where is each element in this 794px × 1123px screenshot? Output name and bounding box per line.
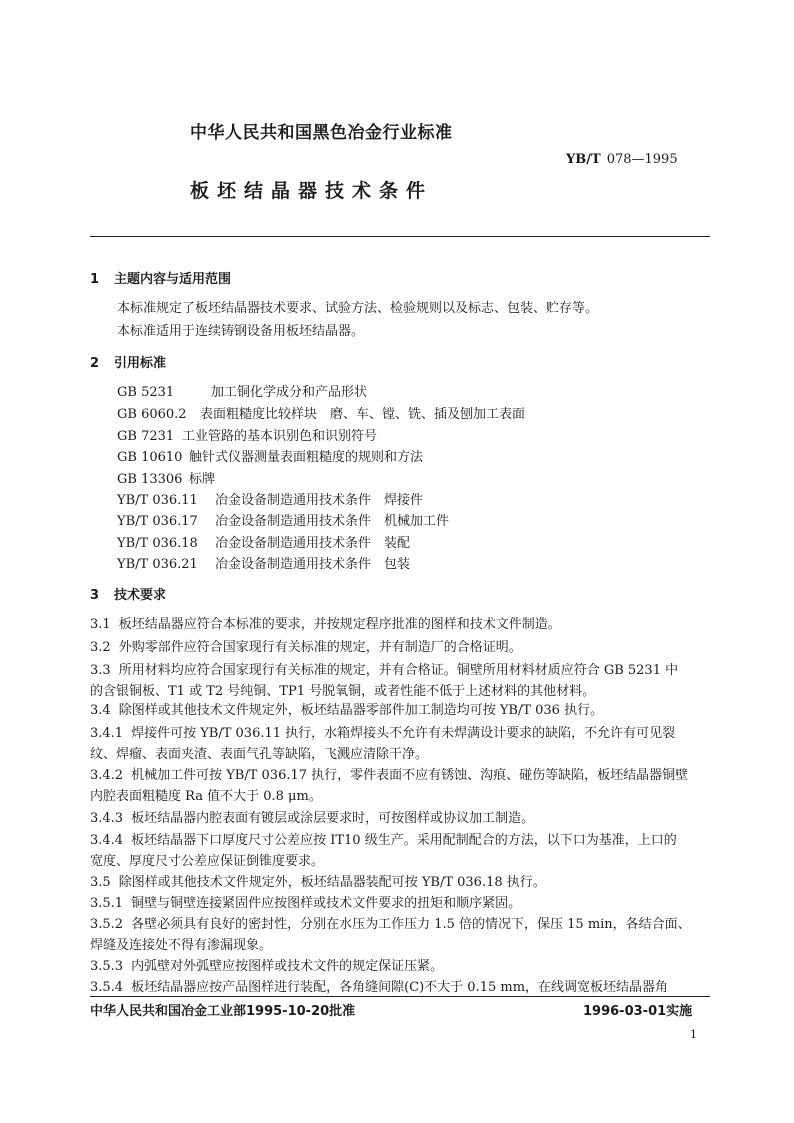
clause-3-3: 3.3 所用材料均应符合国家现行有关标准的规定，并有合格证。铜壁所用材料材质应符合 GB 5231 中 bbox=[90, 663, 679, 678]
page-number: 1 bbox=[690, 1028, 697, 1041]
reference-item: GB 5231 加工铜化学成分和产品形状 bbox=[117, 385, 368, 400]
clause-3-5-3: 3.5.3 内弧壁对外弧壁应按图样或技术文件的规定保证压紧。 bbox=[90, 959, 444, 974]
header-divider bbox=[90, 236, 710, 237]
clause-3-4-4: 3.4.4 板坯结晶器下口厚度尺寸公差应按 IT10 级生产。采用配制配合的方法，以下口为基准，上口的 bbox=[90, 833, 677, 848]
section-heading-1: 1 主题内容与适用范围 bbox=[90, 272, 232, 287]
effective-date: 1996-03-01实施 bbox=[583, 1004, 693, 1019]
section1-paragraph: 本标准适用于连续铸钢设备用板坯结晶器。 bbox=[117, 324, 365, 339]
standard-code-number: 078—1995 bbox=[606, 152, 678, 167]
clause-3-4-2: 3.4.2 机械加工件可按 YB/T 036.17 执行，零件表面不应有锈蚀、沟痕、碰伤等缺陷，板坯结晶器铜壁 bbox=[90, 768, 689, 783]
reference-item: GB 13306 标牌 bbox=[117, 472, 216, 487]
clause-3-5: 3.5 除图样或其他技术文件规定外，板坯结晶器装配可按 YB/T 036.18 执行。 bbox=[90, 875, 546, 890]
reference-item: GB 6060.2 表面粗糙度比较样块 磨、车、镗、铣、插及刨加工表面 bbox=[117, 407, 526, 422]
clause-3-1: 3.1 板坯结晶器应符合本标准的要求，并按规定程序批准的图样和技术文件制造。 bbox=[90, 617, 561, 632]
clause-3-5-4: 3.5.4 板坯结晶器应按产品图样进行装配，各角缝间隙(C)不大于 0.15 mm，在线调宽板坯结晶器角 bbox=[90, 980, 669, 995]
reference-item: GB 10610 触针式仪器测量表面粗糙度的规则和方法 bbox=[117, 450, 424, 465]
standard-code-prefix: YB/T bbox=[566, 152, 601, 167]
document-title: 板坯结晶器技术条件 bbox=[190, 180, 434, 202]
standard-code bbox=[566, 152, 678, 167]
section-heading-2: 2 引用标准 bbox=[90, 356, 167, 371]
clause-3-5-2: 3.5.2 各壁必须具有良好的密封性，分别在水压为工作压力 1.5 倍的情况下，保压 15 min，各结合面、 bbox=[90, 917, 691, 932]
clause-3-2: 3.2 外购零部件应符合国家现行有关标准的规定，并有制造厂的合格证明。 bbox=[90, 640, 522, 655]
clause-3-4: 3.4 除图样或其他技术文件规定外，板坯结晶器零部件加工制造均可按 YB/T 036 执行。 bbox=[90, 703, 604, 718]
clause-3-4-1: 3.4.1 焊接件可按 YB/T 036.11 执行，水箱焊接头不允许有未焊满设计要求的缺陷，不允许有可见裂 bbox=[90, 726, 676, 741]
clause-3-5-2-continuation: 焊缝及连接处不得有渗漏现象。 bbox=[90, 938, 273, 953]
section-heading-3: 3 技术要求 bbox=[90, 588, 167, 603]
clause-3-4-4-continuation: 宽度、厚度尺寸公差应保证倒锥度要求。 bbox=[90, 854, 325, 869]
approval-line: 中华人民共和国冶金工业部1995-10-20批准 bbox=[90, 1004, 356, 1019]
issuing-organization: 中华人民共和国黑色冶金行业标准 bbox=[190, 123, 453, 143]
reference-item: YB/T 036.17 冶金设备制造通用技术条件 机械加工件 bbox=[117, 514, 450, 529]
reference-item: YB/T 036.21 冶金设备制造通用技术条件 包装 bbox=[117, 557, 411, 572]
reference-item: GB 7231 工业管路的基本识别色和识别符号 bbox=[117, 429, 378, 444]
clause-3-5-1: 3.5.1 铜壁与铜壁连接紧固件应按图样或技术文件要求的扭矩和顺序紧固。 bbox=[90, 896, 522, 911]
clause-3-4-1-continuation: 纹、焊瘤、表面夹渣、表面气孔等缺陷，飞溅应清除干净。 bbox=[90, 747, 429, 762]
reference-item: YB/T 036.11 冶金设备制造通用技术条件 焊接件 bbox=[117, 493, 424, 508]
footer-divider bbox=[90, 996, 710, 997]
clause-3-4-2-continuation: 内腔表面粗糙度 Ra 值不大于 0.8 μm。 bbox=[90, 789, 322, 804]
clause-3-3-continuation: 的含银铜板、T1 或 T2 号纯铜、TP1 号脱氧铜，或者性能不低于上述材料的其他材料。 bbox=[90, 684, 596, 699]
clause-3-4-3: 3.4.3 板坯结晶器内腔表面有镀层或涂层要求时，可按图样或协议加工制造。 bbox=[90, 811, 535, 826]
reference-item: YB/T 036.18 冶金设备制造通用技术条件 装配 bbox=[117, 536, 411, 551]
section1-paragraph: 本标准规定了板坯结晶器技术要求、试验方法、检验规则以及标志、包装、贮存等。 bbox=[117, 301, 599, 316]
